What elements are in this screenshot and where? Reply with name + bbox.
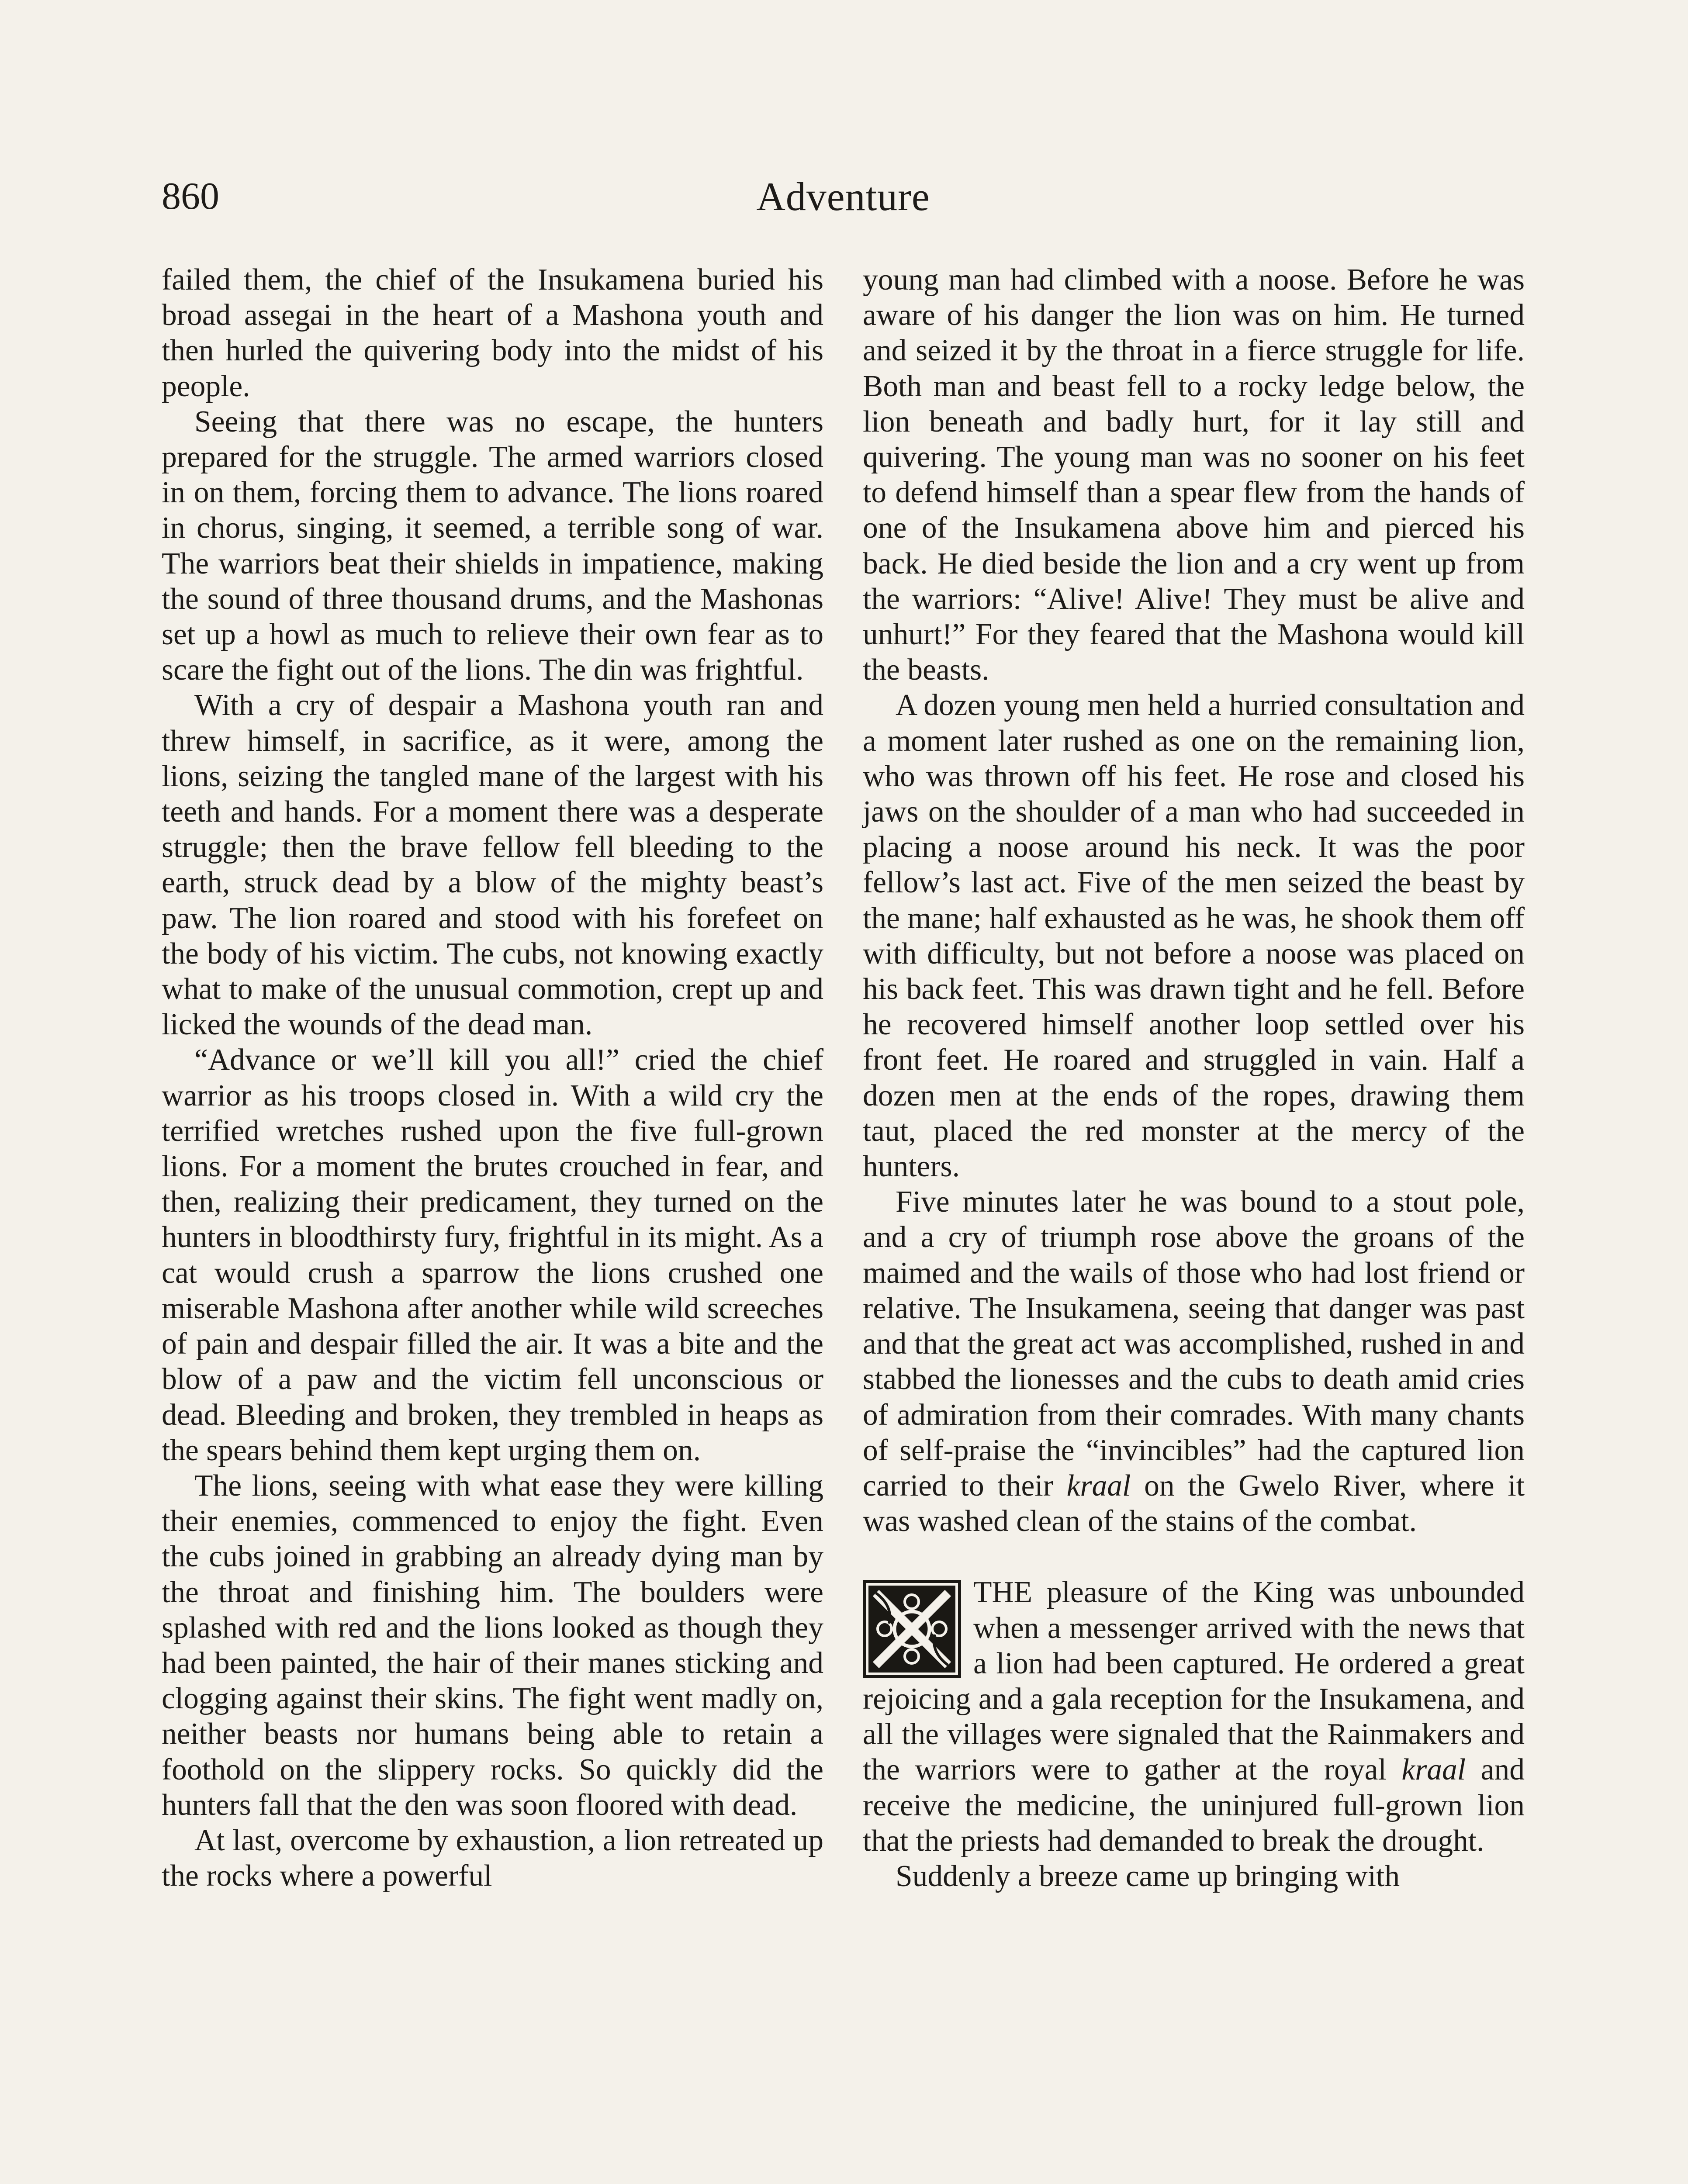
paragraph: failed them, the chief of the Insukamena buried his broad assegai in the heart of a Mashona youth and then hurled the quivering body into the midst of his people. [162,263,823,403]
paragraph: young man had climbed with a noose. Before he was aware of his danger the lion was on him. He turned and seized it by the throat in a fierce struggle for life. Both man and beast fell to a rocky ledge below, the lion beneath and badly hurt, for it lay still and quivering. The young man was no sooner on his feet to defend himself than a spear flew from the hands of one of the Insukamena above him and pierced his back. He died beside the lion and a cry went up from the warriors: “Alive! Alive! They must be alive and unhurt!” For they feared that the Mashona would kill the beasts. [863,263,1525,687]
paragraph [863,1184,1525,1539]
italic-word: kraal [1066,1469,1131,1503]
paragraph-text: and receive the medicine, the uninjured full-grown lion that the priests had demanded to break the drought. [863,1753,1525,1858]
paragraph-text: THE pleasure of the King was unbounded when a messenger arrived with the news that a lion had been captured. He ordered a great rejoicing and a gala reception for the Insukamena, and all the villages were signaled that the Rainmakers and the warriors were to gather at the royal [863,1576,1525,1787]
italic-word: kraal [1401,1753,1466,1787]
page-header [162,170,1525,227]
paragraph: Suddenly a breeze came up bringing with [896,1859,1400,1893]
ornamental-initial-icon [863,1580,961,1678]
paragraph: Seeing that there was no escape, the hunters prepared for the struggle. The armed warriors closed in on them, forcing them to advance. The lions roared in chorus, singing, it seemed, a terrible song of war. The warriors beat their shields in impatience, making the sound of three thousand drums, and the Mashonas set up a howl as much to relieve their own fear as to scare the fight out of the lions. The din was frightful. [162,404,823,687]
paragraph: “Advance or we’ll kill you all!” cried the chief warrior as his troops closed in. With a wild cry the terrified wretches rushed upon the five full-grown lions. For a moment the brutes crouched in fear, and then, realizing their predicament, they turned on the hunters in bloodthirsty fury, frightful in its might. As a cat would crush a sparrow the lions crushed one miserable Mashona after another while wild screeches of pain and despair filled the air. It was a bite and the blow of a paw and the victim fell unconscious or dead. Bleeding and broken, they trembled in heaps as the spears behind them kept urging them on. [162,1043,823,1467]
paragraph: A dozen young men held a hurried consultation and a moment later rushed as one on the remaining lion, who was thrown off his feet. He rose and closed his jaws on the shoulder of a man who had succeeded in placing a noose around his neck. It was the poor fellow’s last act. Five of the men seized the beast by the mane; half exhausted as he was, he shook them off with difficulty, but not before a noose was placed on his back feet. This was drawn tight and he fell. Before he recovered himself another loop settled over his front feet. He roared and struggled in vain. Half a dozen men at the ends of the ropes, drawing them taut, placed the red monster at the mercy of the hunters. [863,688,1525,1184]
right-column [863,262,1525,1894]
left-column [162,262,823,1894]
paragraph-text: Five minutes later he was bound to a stout pole, and a cry of triumph rose above the groans of the maimed and the wails of those who had lost friend or relative. The Insukamena, seeing that danger was past and that the great act was accomplished, rushed in and stabbed the lionesses and the cubs to death amid cries of admiration from their comrades. With many chants of self-praise the “invincibles” had the captured lion carried to their [863,1185,1525,1503]
paragraph: At last, overcome by exhaustion, a lion retreated up the rocks where a powerful [162,1823,823,1893]
section-break [863,1539,1525,1575]
paragraph: The lions, seeing with what ease they were killing their enemies, commenced to enjoy the fight. Even the cubs joined in grabbing an already dying man by the throat and finishing him. The boulders were splashed with red and the lions looked as though they had been painted, the hair of their manes sticking and clogging against their skins. The fight went madly on, neither beasts nor humans being able to retain a foothold on the slippery rocks. So quickly did the hunters fall that the den was soon floored with dead. [162,1469,823,1822]
paragraph: With a cry of despair a Mashona youth ran and threw himself, in sacrifice, as it were, among the lions, seizing the tangled mane of the largest with his teeth and hands. For a moment there was a desperate struggle; then the brave fellow fell bleeding to the earth, struck dead by a blow of the mighty beast’s paw. The lion roared and stood with his forefeet on the body of his victim. The cubs, not knowing exactly what to make of the unusual commotion, crept up and licked the wounds of the dead man. [162,688,823,1042]
magazine-title: Adventure [756,174,930,219]
paragraph-text: on the Gwelo River, where it was washed clean of the stains of the combat. [863,1469,1525,1538]
paragraph [863,1575,1525,1859]
page-number: 860 [162,175,219,218]
